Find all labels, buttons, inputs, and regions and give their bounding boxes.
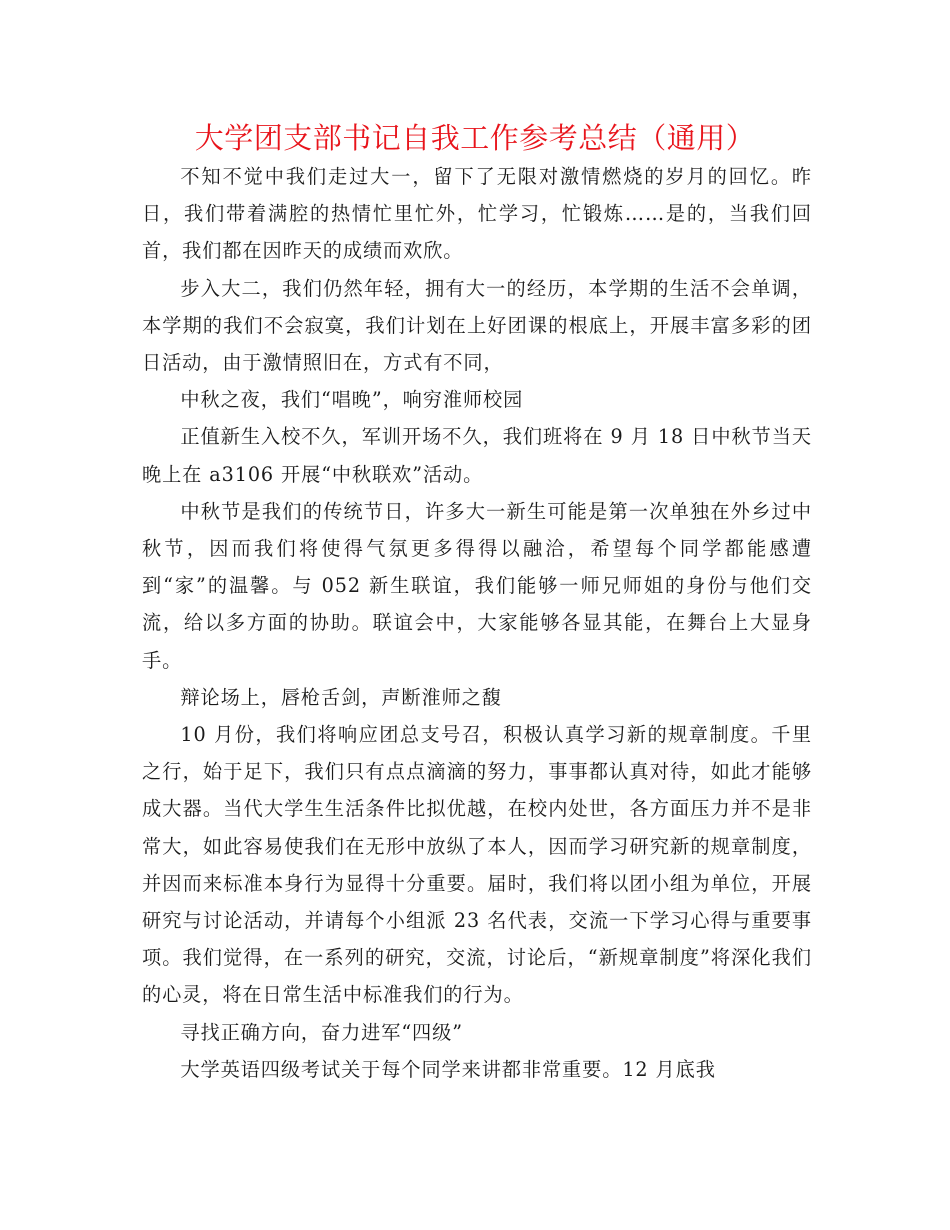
section-heading: 中秋之夜，我们“唱晚”，响穷淮师校园	[180, 388, 524, 412]
paragraph: 中秋节是我们的传统节日，许多大一新生可能是第一次单独在外乡过中秋节，因而我们将使得气氛更多得得以融洽，希望每个同学都能感遭到“家”的温馨。与 052 新生联谊，我们能够一师兄师姐的身份与他们交流，给以多方面的协助。联谊会中，大家能够各显其能，在舞台上大显身手。	[142, 499, 812, 672]
paragraph: 步入大二，我们仍然年轻，拥有大一的经历，本学期的生活不会单调，本学期的我们不会寂寞，我们计划在上好团课的根底上，开展丰富多彩的团日活动，由于激情照旧在，方式有不同，	[142, 276, 812, 375]
section-heading: 辩论场上，唇枪舌剑，声断淮师之馥	[180, 685, 502, 709]
paragraph: 正值新生入校不久，军训开场不久，我们班将在 9 月 18 日中秋节当天晚上在 a3106 开展“中秋联欢”活动。	[142, 425, 812, 486]
paragraph: 10 月份，我们将响应团总支号召，积极认真学习新的规章制度。千里之行，始于足下，我们只有点点滴滴的努力，事事都认真对待，如此才能够成大器。当代大学生生活条件比拟优越，在校内处世，各方面压力并不是非常大，如此容易使我们在无形中放纵了本人，因而学习研究新的规章制度，并因而来标准本身行为显得十分重要。届时，我们将以团小组为单位，开展研究与讨论活动，并请每个小组派 23 名代表，交流一下学习心得与重要事项。我们觉得，在一系列的研究，交流，讨论后，“新规章制度”将深化我们的心灵，将在日常生活中标准我们的行为。	[142, 723, 812, 1007]
section-heading: 寻找正确方向，奋力进军“四级”	[180, 1020, 463, 1044]
document-body	[142, 158, 812, 1088]
paragraph: 大学英语四级考试关于每个同学来讲都非常重要。12 月底我	[180, 1057, 716, 1081]
document-title: 大学团支部书记自我工作参考总结（通用）	[194, 121, 756, 155]
paragraph: 不知不觉中我们走过大一，留下了无限对激情燃烧的岁月的回忆。昨日，我们带着满腔的热情忙里忙外，忙学习，忙锻炼……是的，当我们回首，我们都在因昨天的成绩而欢欣。	[142, 165, 812, 263]
